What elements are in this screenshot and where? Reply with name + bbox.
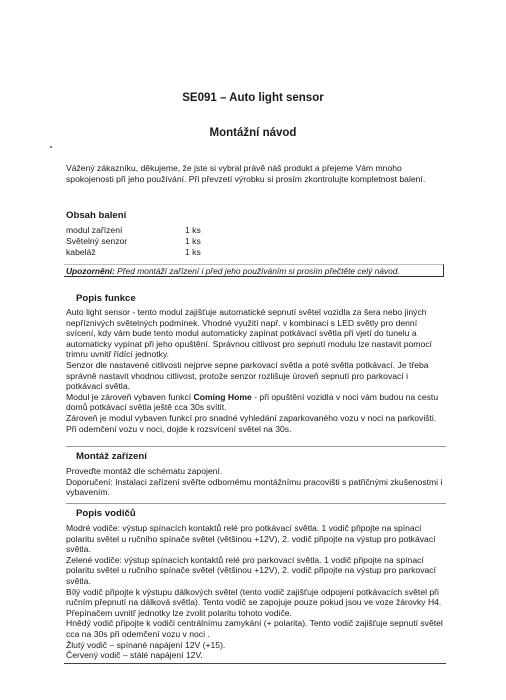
wire-line: Bílý vodič připojte k výstupu dálkových světel (tento vodič zajišťuje odpojení potkávacích světel při ručním přepnutí na dálková světla). Tento vodič se zapojuje pouze pokud jsou ve voze žárovky H4. Přepínačem uvnitř jednotky lze zvolit polaritu tohoto vodiče.: [66, 586, 442, 618]
function-text: - při opuštění vozidla v noci vám budou na cestu domů potkávací světla ještě cca 30s svítit.: [66, 391, 439, 413]
package-item-qty: 1 ks: [185, 236, 201, 246]
function-paragraph: [66, 392, 446, 413]
bottom-divider: [64, 663, 446, 664]
wires-section: [66, 523, 446, 661]
section-divider: [66, 446, 446, 447]
scan-speck: [50, 146, 52, 148]
warning-box: [64, 264, 444, 277]
function-section: [66, 307, 446, 434]
package-item-name: Světelný senzor: [66, 236, 128, 246]
intro-paragraph: [66, 163, 446, 184]
install-paragraph: Proveďte montáž dle schématu zapojení.: [66, 466, 223, 476]
package-item-name: kabeláž: [66, 247, 96, 257]
wire-line: Zelené vodiče: výstup spínacích kontaktů relé pro parkovací světla. 1 vodič připojte na spínací polaritu světel u ručního spínače světel (většinou +12V), 2. vodič připojte na výstup pro parkovací světla.: [66, 554, 436, 586]
wire-line: Hnědý vodič připojte k vodiči centrálnímu zamykání (+ polarita). Tento vodič zajišťuje sepnutí světel cca na 30s při odemčení vozu v noci .: [66, 618, 443, 639]
package-item-qty: 1 ks: [185, 247, 201, 257]
intro-text: Vážený zákazníku, děkujeme, že jste si vybral právě náš produkt a přejeme Vám mnoho spokojenosti při jeho používání. Při převzetí výrobku si prosím zkontrolujte kompletnost balení.: [66, 163, 426, 184]
package-item-name: modul zařízení: [66, 225, 123, 235]
install-section: [66, 466, 446, 498]
package-heading: Obsah balení: [66, 210, 127, 221]
function-heading: Popis funkce: [76, 293, 136, 304]
function-paragraph: Senzor dle nastavené citlivosti nejprve sepne parkovací světla a poté světla potkávací. Je třeba správně nastavit vhodnou citlivost, protože senzor rozlišuje úroveň sepnutí pro parkovací i potkávací světla.: [66, 359, 429, 392]
install-heading: Montáž zařízení: [76, 451, 147, 462]
package-item-qty: 1 ks: [185, 225, 201, 235]
function-paragraph: Zároveň je modul vybaven funkcí pro snadné vyhledání zaparkovaného vozu v noci na parkovišti. Při odemčení vozu v noci, dojde k rozsvícení světel na 30s.: [66, 412, 437, 434]
coming-home-term: Coming Home: [193, 391, 252, 402]
document-title: SE091 – Auto light sensor: [182, 92, 324, 104]
function-paragraph: Auto light sensor - tento modul zajišťuje automatické sepnutí světel vozidla za šera nebo jiných nepříznivých světelných podmínek. Vhodné využití např. v kombinaci s LED světly pro denní svícení, kdy vám bude tento modul automaticky zapínat potkávací světla při vjetí do tunelu a automaticky vypínat při jeho opuštění. Správnou citlivost pro sepnutí modulu lze nastavit pomocí trimru uvnitř řídící jednotky.: [66, 307, 432, 360]
document-subtitle: Montážní návod: [209, 127, 297, 139]
section-divider: [66, 503, 446, 504]
install-paragraph: Doporučení: Instalaci zařízení svěřte odbornému montážnímu pracovišti s patřičnými zkušenostmi i vybavením.: [66, 476, 443, 498]
function-text: Modul je zároveň vybaven funkcí: [66, 391, 194, 402]
wires-heading: Popis vodičů: [76, 508, 136, 519]
warning-text: Před montáží zařízení i před jeho používáním si prosím přečtěte celý návod.: [114, 266, 400, 276]
wire-line: Žlutý vodič – spínané napájení 12V (+15).: [66, 639, 226, 650]
wire-line: Modré vodiče: výstup spínacích kontaktů relé pro potkávací světla. 1 vodič připojte na spínací polaritu světel u ručního spínače světel (většinou +12V), 2. vodič připojte na výstup pro potkávací světla.: [66, 523, 436, 555]
warning-label: Upozornění:: [66, 266, 115, 276]
wire-line: Červený vodič – stálé napájení 12V.: [66, 650, 203, 661]
